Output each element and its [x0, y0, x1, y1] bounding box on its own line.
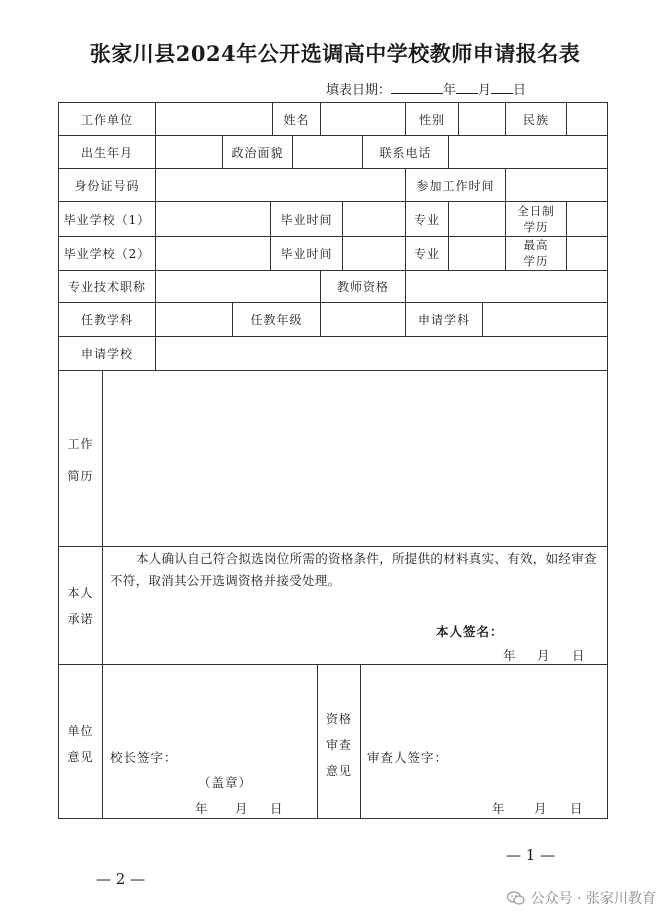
birth-date-label: 出生年月 — [80, 145, 133, 160]
fulltime-edu-label — [506, 201, 566, 236]
school2-field[interactable] — [156, 237, 270, 270]
review-date-month: 月 — [534, 801, 547, 816]
fulltime-edu-label-line2: 学历 — [523, 219, 549, 234]
school1-field[interactable] — [156, 202, 270, 236]
political-status-field[interactable] — [293, 136, 362, 168]
phone-field[interactable] — [449, 136, 607, 168]
resume-label-line2: 简历 — [67, 469, 94, 483]
fill-date-day-blank[interactable] — [491, 79, 513, 94]
pledge-date-month: 月 — [537, 648, 550, 663]
grade-taught-field[interactable] — [321, 303, 405, 336]
table-line — [607, 102, 608, 819]
unit-opinion-label — [59, 718, 102, 770]
subject-taught-field[interactable] — [156, 303, 232, 336]
work-start-date-label: 参加工作时间 — [416, 178, 495, 193]
wechat-icon — [507, 891, 525, 905]
teacher-cert-field[interactable] — [406, 271, 607, 302]
fill-date-day: 日 — [513, 83, 527, 98]
name-label: 姓名 — [283, 112, 310, 127]
page-number-right: — 1 — — [506, 846, 556, 864]
school2-label: 毕业学校（2） — [63, 247, 151, 261]
reviewer-sign-field[interactable] — [446, 744, 601, 766]
unit-date-month: 月 — [235, 801, 248, 816]
major1-field[interactable] — [449, 202, 505, 236]
phone-label: 联系电话 — [379, 145, 432, 160]
id-number-label: 身份证号码 — [74, 178, 140, 193]
apply-school-field[interactable] — [156, 337, 607, 370]
unit-date-year: 年 — [195, 801, 208, 816]
watermark-text: 公众号 · 张家川教育 — [530, 891, 656, 907]
review-opinion-label — [318, 706, 360, 784]
school1-label: 毕业学校（1） — [63, 212, 151, 227]
pledge-date-year: 年 — [503, 648, 516, 663]
ethnicity-label: 民族 — [522, 112, 549, 127]
fulltime-edu-label-line1: 全日制 — [517, 203, 555, 218]
highest-edu-label — [506, 236, 566, 270]
principal-sign-field[interactable] — [170, 744, 310, 766]
table-line — [58, 546, 608, 547]
fill-date-month-blank[interactable] — [456, 79, 478, 94]
teacher-cert-label: 教师资格 — [336, 280, 389, 294]
grad-time2-label: 毕业时间 — [280, 247, 333, 261]
political-status-label: 政治面貌 — [231, 145, 284, 160]
highest-edu-label-line2: 学历 — [523, 254, 549, 268]
unit-opinion-label-line1: 单位 — [67, 724, 94, 738]
resume-label-line1: 工作 — [67, 437, 94, 451]
reviewer-sign-label: 审查人签字： — [367, 750, 449, 765]
fill-date-month: 月 — [478, 83, 492, 98]
resume-field[interactable] — [103, 371, 607, 546]
pledge-signature-field[interactable] — [500, 618, 600, 640]
review-opinion-label-line2: 审查 — [325, 738, 352, 752]
birth-date-field[interactable] — [156, 136, 222, 168]
name-field[interactable] — [321, 103, 405, 135]
work-unit-field[interactable] — [156, 103, 272, 135]
major2-field[interactable] — [449, 237, 505, 270]
page-number-left: — 2 — — [96, 870, 146, 888]
major1-label: 专业 — [413, 212, 440, 227]
work-start-date-field[interactable] — [506, 169, 607, 201]
grad-time1-label: 毕业时间 — [280, 212, 333, 227]
gender-label: 性别 — [418, 112, 445, 127]
fill-date-label: 填表日期： — [326, 83, 392, 98]
unit-opinion-label-line2: 意见 — [67, 750, 94, 764]
review-opinion-label-line3: 意见 — [325, 764, 352, 778]
pledge-text: 本人确认自己符合拟选岗位所需的资格条件，所提供的材料真实、有效，如经审查不符，取消其公开选调资格并接受处理。 — [110, 551, 597, 588]
gender-field[interactable] — [459, 103, 505, 135]
apply-subject-label: 申请学科 — [417, 313, 470, 327]
table-line — [58, 818, 608, 819]
pledge-label-line2: 承诺 — [67, 612, 94, 626]
highest-edu-field[interactable] — [567, 237, 607, 270]
grad-time2-field[interactable] — [343, 237, 405, 270]
unit-date-day: 日 — [270, 801, 283, 816]
review-date-year: 年 — [492, 801, 505, 816]
pledge-label-line1: 本人 — [67, 586, 94, 600]
highest-edu-label-line1: 最高 — [523, 238, 549, 252]
review-date-day: 日 — [570, 801, 583, 816]
review-opinion-label-line1: 资格 — [325, 712, 352, 726]
form-title: 张家川县2024年公开选调高中学校教师申请报名表 — [89, 41, 581, 66]
grade-taught-label: 任教年级 — [250, 313, 303, 327]
ethnicity-field[interactable] — [567, 103, 607, 135]
apply-subject-field[interactable] — [483, 303, 607, 336]
table-line — [58, 664, 608, 665]
title-rank-field[interactable] — [156, 271, 320, 302]
fill-date-year: 年 — [443, 83, 457, 98]
table-line — [360, 664, 361, 819]
major2-label: 专业 — [413, 247, 440, 261]
apply-school-label: 申请学校 — [80, 347, 133, 361]
watermark — [507, 888, 656, 908]
pledge-label — [59, 580, 102, 632]
resume-label — [59, 430, 102, 490]
work-unit-label: 工作单位 — [80, 112, 133, 127]
pledge-date-day: 日 — [572, 648, 585, 663]
fill-date-line — [326, 79, 526, 98]
id-number-field[interactable] — [156, 169, 405, 201]
grad-time1-field[interactable] — [343, 202, 405, 236]
seal-label: （盖章） — [198, 775, 253, 790]
subject-taught-label: 任教学科 — [80, 313, 133, 327]
pledge-signature-label: 本人签名： — [436, 624, 504, 639]
fulltime-edu-field[interactable] — [567, 202, 607, 236]
fill-date-year-blank[interactable] — [391, 79, 443, 94]
principal-sign-label: 校长签字： — [110, 750, 178, 765]
title-rank-label: 专业技术职称 — [67, 280, 146, 294]
